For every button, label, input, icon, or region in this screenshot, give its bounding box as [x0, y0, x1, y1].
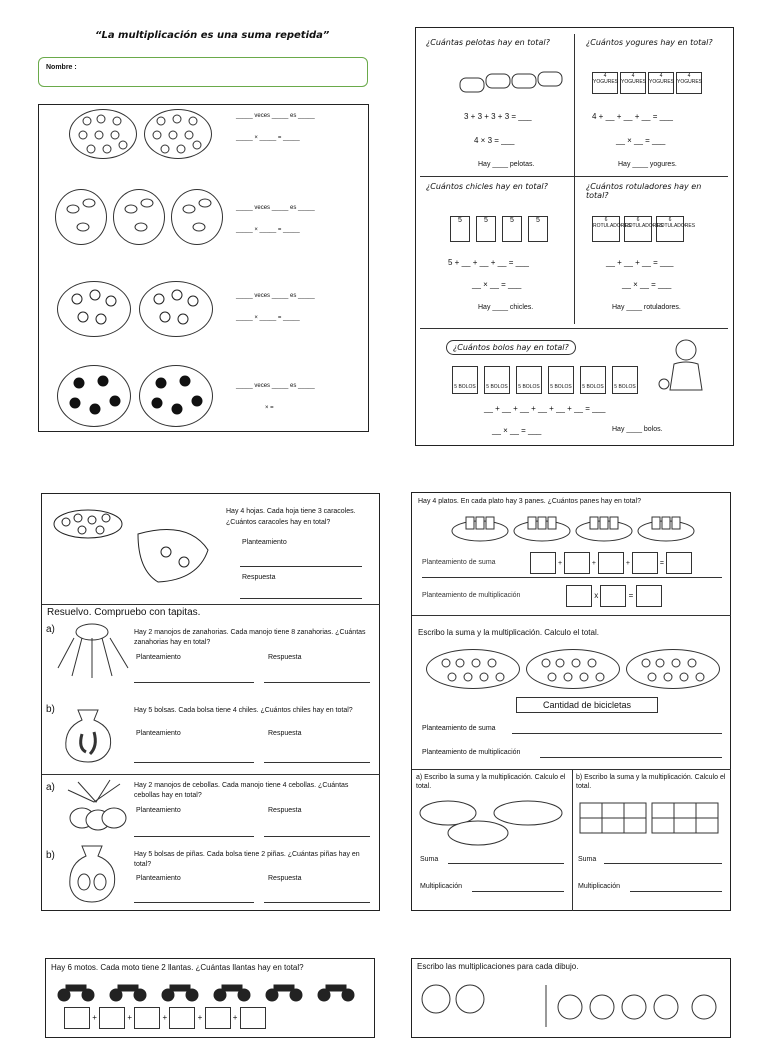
answer-box[interactable]	[99, 1007, 125, 1029]
row2-mult: _____ × _____ = _____	[236, 227, 300, 233]
yogures-mult: __ × __ = ___	[616, 136, 666, 145]
yogurt-pack: 4 YOGURES	[620, 72, 646, 94]
carrot-bunch-icon	[54, 622, 134, 682]
chicle-pack: 5	[528, 216, 548, 242]
bowling-pack: 5 BOLOS	[580, 366, 606, 394]
yogures-answer: Hay ____ yogures.	[618, 161, 677, 168]
planteamiento-label: Planteamiento	[136, 807, 181, 814]
worksheet-2	[415, 27, 734, 446]
respuesta-label: Respuesta	[242, 574, 276, 581]
pinas-question: Hay 5 bolsas de piñas. Cada bolsa tiene 2 piñas. ¿Cuántas piñas hay en total?	[134, 851, 360, 868]
ws1-title: “La multiplicación es una suma repetida”	[95, 30, 330, 41]
bolos-sum: __ + __ + __ + __ + __ + __ = ___	[484, 404, 606, 413]
q-chicles: ¿Cuántos chicles hay en total?	[426, 182, 548, 191]
child-illustration	[656, 336, 716, 396]
bowling-pack: 5 BOLOS	[484, 366, 510, 394]
pelotas-sum: 3 + 3 + 3 + 3 = ___	[464, 112, 532, 121]
bowling-pack: 5 BOLOS	[612, 366, 638, 394]
row1-veces: _____ veces _____ es _____	[236, 113, 315, 119]
chili-bag-icon	[58, 704, 118, 764]
dibujo-instruction: Escribo las multiplicaciones para cada dibujo.	[417, 962, 579, 971]
suma-label-2: Planteamiento de suma	[422, 725, 496, 732]
answer-box[interactable]	[169, 1007, 195, 1029]
black-flower-icons	[39, 105, 239, 435]
row3-veces: _____ veces _____ es _____	[236, 293, 315, 299]
worksheet-3	[41, 493, 380, 911]
planteamiento-label: Planteamiento	[242, 539, 287, 546]
zanahorias-question: Hay 2 manojos de zanahorias. Cada manojo tiene 8 zanahorias. ¿Cuántas zanahorias hay en total?	[134, 629, 366, 646]
row4-mult: × =	[265, 405, 274, 411]
respuesta-label: Respuesta	[268, 730, 302, 737]
bici-count-box: Cantidad de bicicletas	[516, 697, 658, 713]
chicle-pack: 5	[502, 216, 522, 242]
chicle-pack: 5	[450, 216, 470, 242]
bowling-pack: 5 BOLOS	[548, 366, 574, 394]
llantas-boxes: + + + + +	[64, 1007, 266, 1029]
yogures-sum: 4 + __ + __ + __ = ___	[592, 112, 673, 121]
yogurt-pack: 4 YOGURES	[592, 72, 618, 94]
panes-question: Hay 4 platos. En cada plato hay 3 panes. ¿Cuántos panes hay en total?	[418, 498, 641, 505]
b-label: b)	[46, 850, 55, 861]
planteamiento-label: Planteamiento	[136, 730, 181, 737]
b-label: b)	[46, 704, 55, 715]
chicle-pack: 5	[476, 216, 496, 242]
resuelvo-heading: Resuelvo. Compruebo con tapitas.	[47, 607, 201, 618]
a-instruction: a) Escribo la suma y la multiplicación. Calculo el total.	[416, 774, 566, 790]
planteamiento-label: Planteamiento	[136, 654, 181, 661]
tree-illustrations	[412, 977, 732, 1027]
planteamiento-label: Planteamiento	[136, 875, 181, 882]
row1-mult: _____ × _____ = _____	[236, 135, 300, 141]
ws1-exercise-box	[38, 104, 369, 432]
ball-tube-icons	[416, 28, 576, 108]
pineapple-bag-icon	[62, 842, 122, 906]
q-bolos: ¿Cuántos bolos hay en total?	[446, 340, 576, 355]
bici-heading: Escribo la suma y la multiplicación. Calculo el total.	[418, 628, 599, 637]
mult-label-b: Multiplicación	[578, 883, 621, 890]
leaves-snail-illustration	[48, 500, 228, 590]
garden-beds-illustration	[576, 799, 726, 839]
q-rotuladores: ¿Cuántos rotuladores hay en total?	[586, 182, 702, 200]
chicles-answer: Hay ____ chicles.	[478, 304, 534, 311]
answer-box[interactable]	[64, 1007, 90, 1029]
respuesta-label: Respuesta	[268, 807, 302, 814]
q-yogures: ¿Cuántos yogures hay en total?	[586, 38, 713, 47]
yogurt-pack: 4 YOGURES	[648, 72, 674, 94]
row3-mult: _____ × _____ = _____	[236, 315, 300, 321]
mult-boxes: x =	[566, 585, 662, 607]
marker-pack: 6 ROTULADORES	[624, 216, 652, 242]
respuesta-label: Respuesta	[268, 875, 302, 882]
suma-label-a: Suma	[420, 856, 439, 863]
bolos-answer: Hay ____ bolos.	[612, 426, 663, 433]
worksheet-6	[411, 958, 731, 1038]
ducks-ponds-illustration	[418, 795, 568, 847]
name-label: Nombre :	[46, 64, 77, 71]
yogurt-pack: 4 YOGURES	[676, 72, 702, 94]
a-label: a)	[46, 624, 55, 635]
bicycle-icons	[412, 493, 732, 693]
suma-boxes: + + + =	[530, 552, 692, 574]
answer-box[interactable]	[134, 1007, 160, 1029]
onion-bunch-icon	[58, 778, 138, 838]
marker-pack: 6 ROTULADORES	[656, 216, 684, 242]
mult-label-2: Planteamiento de multiplicación	[422, 749, 521, 756]
caracoles-question: Hay 4 hojas. Cada hoja tiene 3 caracoles. ¿Cuántos caracoles hay en total?	[226, 508, 356, 526]
chiles-question: Hay 5 bolsas. Cada bolsa tiene 4 chiles. ¿Cuántos chiles hay en total?	[134, 707, 353, 714]
q-pelotas: ¿Cuántas pelotas hay en total?	[426, 38, 550, 47]
pelotas-mult: 4 × 3 = ___	[474, 136, 515, 145]
chicles-mult: __ × __ = ___	[472, 280, 522, 289]
pelotas-answer: Hay ____ pelotas.	[478, 161, 535, 168]
a-label: a)	[46, 782, 55, 793]
chicles-sum: 5 + __ + __ + __ = ___	[448, 258, 529, 267]
suma-label-b: Suma	[578, 856, 597, 863]
bowling-pack: 5 BOLOS	[452, 366, 478, 394]
mult-label-a: Multiplicación	[420, 883, 463, 890]
suma-label: Planteamiento de suma	[422, 559, 496, 566]
row2-veces: _____ veces _____ es _____	[236, 205, 315, 211]
answer-box[interactable]	[205, 1007, 231, 1029]
llantas-question: Hay 6 motos. Cada moto tiene 2 llantas. ¿Cuántas llantas hay en total?	[51, 963, 304, 972]
cebollas-question: Hay 2 manojos de cebollas. Cada manojo tiene 4 cebollas. ¿Cuántas cebollas hay en total?	[134, 782, 349, 799]
b-instruction: b) Escribo la suma y la multiplicación. Calculo el total.	[576, 774, 726, 790]
rotuladores-mult: __ × __ = ___	[622, 280, 672, 289]
motorcycle-icons	[52, 979, 372, 1005]
row4-veces: _____ veces _____ es _____	[236, 383, 315, 389]
rotuladores-sum: __ + __ + __ = ___	[606, 258, 674, 267]
bowling-pack: 5 BOLOS	[516, 366, 542, 394]
mult-label: Planteamiento de multiplicación	[422, 592, 521, 599]
bolos-mult: __ × __ = ___	[492, 426, 542, 435]
rotuladores-answer: Hay ____ rotuladores.	[612, 304, 681, 311]
worksheet-5	[45, 958, 375, 1038]
respuesta-label: Respuesta	[268, 654, 302, 661]
marker-pack: 6 ROTULADORES	[592, 216, 620, 242]
name-field[interactable]	[38, 57, 368, 87]
answer-box[interactable]	[240, 1007, 266, 1029]
worksheet-4	[411, 492, 731, 911]
